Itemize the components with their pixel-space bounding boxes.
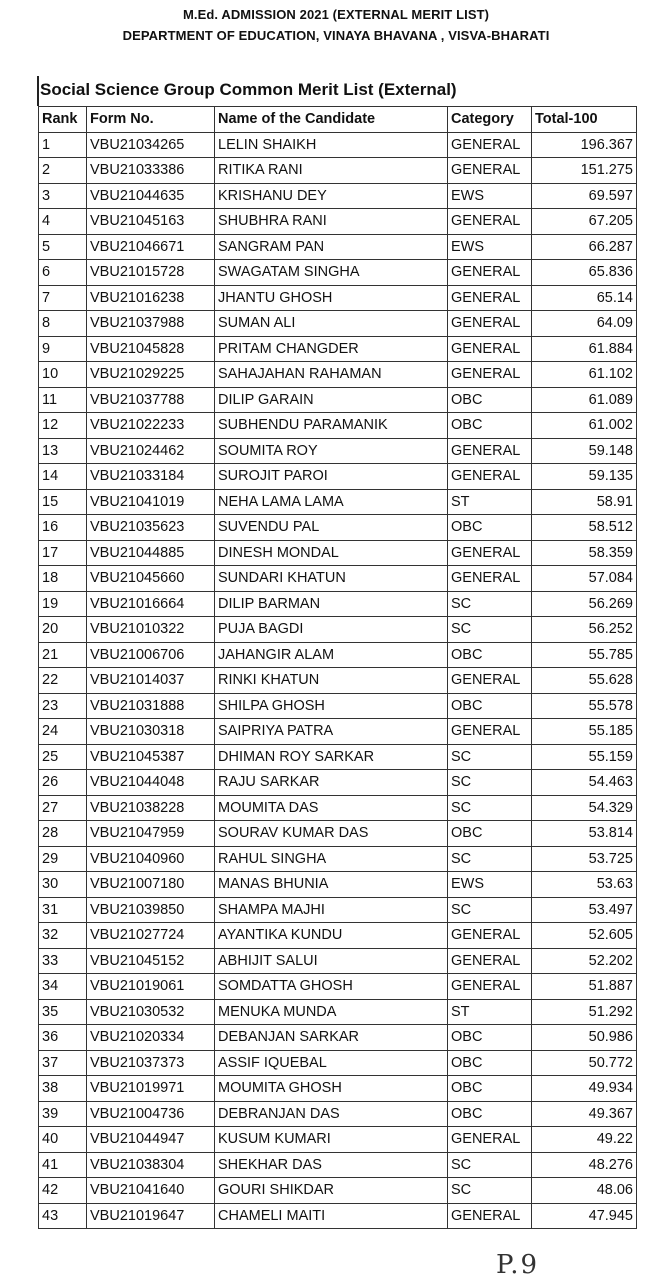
candidate-name-cell: JHANTU GHOSH bbox=[215, 285, 448, 311]
category-cell: SC bbox=[448, 617, 532, 643]
form-no-cell: VBU21038304 bbox=[87, 1152, 215, 1178]
candidate-name-cell: DILIP BARMAN bbox=[215, 591, 448, 617]
header-line-1: M.Ed. ADMISSION 2021 (EXTERNAL MERIT LIST) bbox=[182, 7, 490, 22]
total-cell: 55.578 bbox=[532, 693, 637, 719]
form-no-cell: VBU21022233 bbox=[87, 413, 215, 439]
list-title: Social Science Group Common Merit List (External) bbox=[40, 80, 457, 99]
rank-cell: 3 bbox=[39, 183, 87, 209]
total-cell: 53.497 bbox=[532, 897, 637, 923]
form-no-cell: VBU21031888 bbox=[87, 693, 215, 719]
column-header-total: Total-100 bbox=[532, 107, 637, 133]
form-no-cell: VBU21033184 bbox=[87, 464, 215, 490]
form-no-cell: VBU21041019 bbox=[87, 489, 215, 515]
table-row bbox=[39, 719, 637, 745]
table-row bbox=[39, 413, 637, 439]
table-row bbox=[39, 744, 637, 770]
total-cell: 53.725 bbox=[532, 846, 637, 872]
total-cell: 49.22 bbox=[532, 1127, 637, 1153]
table-row bbox=[39, 158, 637, 184]
category-cell: ST bbox=[448, 489, 532, 515]
form-no-cell: VBU21004736 bbox=[87, 1101, 215, 1127]
total-cell: 59.135 bbox=[532, 464, 637, 490]
table-header-row bbox=[39, 107, 637, 133]
form-no-cell: VBU21040960 bbox=[87, 846, 215, 872]
table-row bbox=[39, 948, 637, 974]
total-cell: 48.276 bbox=[532, 1152, 637, 1178]
candidate-name-cell: NEHA LAMA LAMA bbox=[215, 489, 448, 515]
form-no-cell: VBU21029225 bbox=[87, 362, 215, 388]
total-cell: 61.884 bbox=[532, 336, 637, 362]
total-cell: 52.202 bbox=[532, 948, 637, 974]
rank-cell: 27 bbox=[39, 795, 87, 821]
table-row bbox=[39, 770, 637, 796]
total-cell: 69.597 bbox=[532, 183, 637, 209]
rank-cell: 15 bbox=[39, 489, 87, 515]
category-cell: OBC bbox=[448, 693, 532, 719]
candidate-name-cell: SHEKHAR DAS bbox=[215, 1152, 448, 1178]
form-no-cell: VBU21037373 bbox=[87, 1050, 215, 1076]
table-row bbox=[39, 209, 637, 235]
table-row bbox=[39, 846, 637, 872]
total-cell: 61.002 bbox=[532, 413, 637, 439]
total-cell: 50.986 bbox=[532, 1025, 637, 1051]
total-cell: 55.628 bbox=[532, 668, 637, 694]
candidate-name-cell: RINKI KHATUN bbox=[215, 668, 448, 694]
form-no-cell: VBU21044947 bbox=[87, 1127, 215, 1153]
total-cell: 65.836 bbox=[532, 260, 637, 286]
rank-cell: 1 bbox=[39, 132, 87, 158]
candidate-name-cell: SUVENDU PAL bbox=[215, 515, 448, 541]
column-header-form-no: Form No. bbox=[87, 107, 215, 133]
total-cell: 50.772 bbox=[532, 1050, 637, 1076]
category-cell: GENERAL bbox=[448, 336, 532, 362]
total-cell: 65.14 bbox=[532, 285, 637, 311]
rank-cell: 30 bbox=[39, 872, 87, 898]
rank-cell: 39 bbox=[39, 1101, 87, 1127]
form-no-cell: VBU21041640 bbox=[87, 1178, 215, 1204]
table-row bbox=[39, 897, 637, 923]
total-cell: 58.359 bbox=[532, 540, 637, 566]
document-header bbox=[0, 4, 672, 46]
rank-cell: 12 bbox=[39, 413, 87, 439]
category-cell: GENERAL bbox=[448, 285, 532, 311]
rank-cell: 42 bbox=[39, 1178, 87, 1204]
category-cell: OBC bbox=[448, 821, 532, 847]
candidate-name-cell: SAHAJAHAN RAHAMAN bbox=[215, 362, 448, 388]
category-cell: GENERAL bbox=[448, 438, 532, 464]
rank-cell: 8 bbox=[39, 311, 87, 337]
total-cell: 48.06 bbox=[532, 1178, 637, 1204]
form-no-cell: VBU21016664 bbox=[87, 591, 215, 617]
table-row bbox=[39, 311, 637, 337]
form-no-cell: VBU21010322 bbox=[87, 617, 215, 643]
rank-cell: 40 bbox=[39, 1127, 87, 1153]
rank-cell: 10 bbox=[39, 362, 87, 388]
form-no-cell: VBU21034265 bbox=[87, 132, 215, 158]
form-no-cell: VBU21027724 bbox=[87, 923, 215, 949]
form-no-cell: VBU21024462 bbox=[87, 438, 215, 464]
form-no-cell: VBU21019061 bbox=[87, 974, 215, 1000]
total-cell: 61.102 bbox=[532, 362, 637, 388]
form-no-cell: VBU21045387 bbox=[87, 744, 215, 770]
table-row bbox=[39, 642, 637, 668]
form-no-cell: VBU21044048 bbox=[87, 770, 215, 796]
rank-cell: 19 bbox=[39, 591, 87, 617]
candidate-name-cell: MENUKA MUNDA bbox=[215, 999, 448, 1025]
total-cell: 56.269 bbox=[532, 591, 637, 617]
form-no-cell: VBU21019971 bbox=[87, 1076, 215, 1102]
rank-cell: 9 bbox=[39, 336, 87, 362]
category-cell: SC bbox=[448, 1178, 532, 1204]
form-no-cell: VBU21006706 bbox=[87, 642, 215, 668]
candidate-name-cell: RAHUL SINGHA bbox=[215, 846, 448, 872]
table-row bbox=[39, 1050, 637, 1076]
candidate-name-cell: KUSUM KUMARI bbox=[215, 1127, 448, 1153]
table-row bbox=[39, 464, 637, 490]
total-cell: 151.275 bbox=[532, 158, 637, 184]
table-row bbox=[39, 591, 637, 617]
category-cell: EWS bbox=[448, 183, 532, 209]
form-no-cell: VBU21030532 bbox=[87, 999, 215, 1025]
total-cell: 56.252 bbox=[532, 617, 637, 643]
category-cell: ST bbox=[448, 999, 532, 1025]
table-row bbox=[39, 132, 637, 158]
total-cell: 54.329 bbox=[532, 795, 637, 821]
table-row bbox=[39, 821, 637, 847]
merit-table bbox=[38, 106, 637, 1229]
candidate-name-cell: ASSIF IQUEBAL bbox=[215, 1050, 448, 1076]
rank-cell: 25 bbox=[39, 744, 87, 770]
candidate-name-cell: KRISHANU DEY bbox=[215, 183, 448, 209]
category-cell: GENERAL bbox=[448, 464, 532, 490]
category-cell: GENERAL bbox=[448, 260, 532, 286]
category-cell: SC bbox=[448, 744, 532, 770]
total-cell: 66.287 bbox=[532, 234, 637, 260]
form-no-cell: VBU21044885 bbox=[87, 540, 215, 566]
category-cell: GENERAL bbox=[448, 1203, 532, 1229]
form-no-cell: VBU21045163 bbox=[87, 209, 215, 235]
candidate-name-cell: DEBRANJAN DAS bbox=[215, 1101, 448, 1127]
header-line-2: DEPARTMENT OF EDUCATION, VINAYA BHAVANA , VISVA-BHARATI bbox=[122, 28, 550, 43]
candidate-name-cell: MOUMITA GHOSH bbox=[215, 1076, 448, 1102]
total-cell: 55.159 bbox=[532, 744, 637, 770]
total-cell: 55.185 bbox=[532, 719, 637, 745]
table-row bbox=[39, 1203, 637, 1229]
handwritten-page-number: P.9 bbox=[496, 1250, 540, 1280]
form-no-cell: VBU21045152 bbox=[87, 948, 215, 974]
total-cell: 52.605 bbox=[532, 923, 637, 949]
category-cell: SC bbox=[448, 770, 532, 796]
candidate-name-cell: GOURI SHIKDAR bbox=[215, 1178, 448, 1204]
category-cell: OBC bbox=[448, 413, 532, 439]
candidate-name-cell: SUMAN ALI bbox=[215, 311, 448, 337]
rank-cell: 11 bbox=[39, 387, 87, 413]
category-cell: GENERAL bbox=[448, 209, 532, 235]
candidate-name-cell: SHILPA GHOSH bbox=[215, 693, 448, 719]
candidate-name-cell: SANGRAM PAN bbox=[215, 234, 448, 260]
table-row bbox=[39, 923, 637, 949]
candidate-name-cell: DILIP GARAIN bbox=[215, 387, 448, 413]
candidate-name-cell: DHIMAN ROY SARKAR bbox=[215, 744, 448, 770]
table-row bbox=[39, 336, 637, 362]
total-cell: 51.887 bbox=[532, 974, 637, 1000]
form-no-cell: VBU21016238 bbox=[87, 285, 215, 311]
column-header-rank: Rank bbox=[39, 107, 87, 133]
table-row bbox=[39, 438, 637, 464]
candidate-name-cell: SAIPRIYA PATRA bbox=[215, 719, 448, 745]
candidate-name-cell: AYANTIKA KUNDU bbox=[215, 923, 448, 949]
form-no-cell: VBU21039850 bbox=[87, 897, 215, 923]
candidate-name-cell: SOURAV KUMAR DAS bbox=[215, 821, 448, 847]
total-cell: 54.463 bbox=[532, 770, 637, 796]
column-header-name: Name of the Candidate bbox=[215, 107, 448, 133]
rank-cell: 33 bbox=[39, 948, 87, 974]
rank-cell: 7 bbox=[39, 285, 87, 311]
total-cell: 67.205 bbox=[532, 209, 637, 235]
rank-cell: 17 bbox=[39, 540, 87, 566]
title-left-rule bbox=[37, 76, 39, 106]
total-cell: 47.945 bbox=[532, 1203, 637, 1229]
rank-cell: 18 bbox=[39, 566, 87, 592]
category-cell: GENERAL bbox=[448, 948, 532, 974]
form-no-cell: VBU21015728 bbox=[87, 260, 215, 286]
table-row bbox=[39, 693, 637, 719]
category-cell: SC bbox=[448, 1152, 532, 1178]
candidate-name-cell: SHAMPA MAJHI bbox=[215, 897, 448, 923]
candidate-name-cell: MOUMITA DAS bbox=[215, 795, 448, 821]
table-row bbox=[39, 285, 637, 311]
total-cell: 61.089 bbox=[532, 387, 637, 413]
table-row bbox=[39, 566, 637, 592]
form-no-cell: VBU21038228 bbox=[87, 795, 215, 821]
table-row bbox=[39, 183, 637, 209]
category-cell: SC bbox=[448, 897, 532, 923]
form-no-cell: VBU21047959 bbox=[87, 821, 215, 847]
category-cell: SC bbox=[448, 591, 532, 617]
table-row bbox=[39, 1076, 637, 1102]
rank-cell: 20 bbox=[39, 617, 87, 643]
rank-cell: 43 bbox=[39, 1203, 87, 1229]
table-row bbox=[39, 515, 637, 541]
category-cell: SC bbox=[448, 846, 532, 872]
table-row bbox=[39, 362, 637, 388]
total-cell: 55.785 bbox=[532, 642, 637, 668]
candidate-name-cell: LELIN SHAIKH bbox=[215, 132, 448, 158]
table-row bbox=[39, 668, 637, 694]
rank-cell: 34 bbox=[39, 974, 87, 1000]
form-no-cell: VBU21035623 bbox=[87, 515, 215, 541]
category-cell: OBC bbox=[448, 515, 532, 541]
rank-cell: 36 bbox=[39, 1025, 87, 1051]
category-cell: OBC bbox=[448, 1050, 532, 1076]
form-no-cell: VBU21044635 bbox=[87, 183, 215, 209]
candidate-name-cell: RAJU SARKAR bbox=[215, 770, 448, 796]
rank-cell: 41 bbox=[39, 1152, 87, 1178]
total-cell: 64.09 bbox=[532, 311, 637, 337]
rank-cell: 2 bbox=[39, 158, 87, 184]
total-cell: 51.292 bbox=[532, 999, 637, 1025]
rank-cell: 38 bbox=[39, 1076, 87, 1102]
rank-cell: 5 bbox=[39, 234, 87, 260]
rank-cell: 21 bbox=[39, 642, 87, 668]
total-cell: 196.367 bbox=[532, 132, 637, 158]
candidate-name-cell: PRITAM CHANGDER bbox=[215, 336, 448, 362]
category-cell: GENERAL bbox=[448, 1127, 532, 1153]
total-cell: 57.084 bbox=[532, 566, 637, 592]
category-cell: GENERAL bbox=[448, 923, 532, 949]
category-cell: GENERAL bbox=[448, 566, 532, 592]
rank-cell: 14 bbox=[39, 464, 87, 490]
candidate-name-cell: JAHANGIR ALAM bbox=[215, 642, 448, 668]
table-row bbox=[39, 1127, 637, 1153]
rank-cell: 31 bbox=[39, 897, 87, 923]
candidate-name-cell: DEBANJAN SARKAR bbox=[215, 1025, 448, 1051]
rank-cell: 28 bbox=[39, 821, 87, 847]
rank-cell: 37 bbox=[39, 1050, 87, 1076]
category-cell: GENERAL bbox=[448, 132, 532, 158]
candidate-name-cell: SWAGATAM SINGHA bbox=[215, 260, 448, 286]
form-no-cell: VBU21046671 bbox=[87, 234, 215, 260]
table-body bbox=[39, 132, 637, 1229]
table-row bbox=[39, 974, 637, 1000]
category-cell: SC bbox=[448, 795, 532, 821]
form-no-cell: VBU21037788 bbox=[87, 387, 215, 413]
rank-cell: 26 bbox=[39, 770, 87, 796]
category-cell: OBC bbox=[448, 387, 532, 413]
form-no-cell: VBU21007180 bbox=[87, 872, 215, 898]
category-cell: OBC bbox=[448, 1025, 532, 1051]
candidate-name-cell: SOMDATTA GHOSH bbox=[215, 974, 448, 1000]
rank-cell: 35 bbox=[39, 999, 87, 1025]
form-no-cell: VBU21045828 bbox=[87, 336, 215, 362]
table-row bbox=[39, 540, 637, 566]
total-cell: 58.512 bbox=[532, 515, 637, 541]
category-cell: GENERAL bbox=[448, 362, 532, 388]
candidate-name-cell: SUNDARI KHATUN bbox=[215, 566, 448, 592]
form-no-cell: VBU21033386 bbox=[87, 158, 215, 184]
category-cell: GENERAL bbox=[448, 540, 532, 566]
candidate-name-cell: RITIKA RANI bbox=[215, 158, 448, 184]
table-row bbox=[39, 872, 637, 898]
total-cell: 49.367 bbox=[532, 1101, 637, 1127]
candidate-name-cell: PUJA BAGDI bbox=[215, 617, 448, 643]
candidate-name-cell: SHUBHRA RANI bbox=[215, 209, 448, 235]
rank-cell: 16 bbox=[39, 515, 87, 541]
table-row bbox=[39, 234, 637, 260]
category-cell: OBC bbox=[448, 1076, 532, 1102]
rank-cell: 6 bbox=[39, 260, 87, 286]
table-row bbox=[39, 795, 637, 821]
form-no-cell: VBU21030318 bbox=[87, 719, 215, 745]
table-row bbox=[39, 1025, 637, 1051]
rank-cell: 29 bbox=[39, 846, 87, 872]
category-cell: EWS bbox=[448, 234, 532, 260]
total-cell: 49.934 bbox=[532, 1076, 637, 1102]
category-cell: GENERAL bbox=[448, 974, 532, 1000]
rank-cell: 24 bbox=[39, 719, 87, 745]
form-no-cell: VBU21020334 bbox=[87, 1025, 215, 1051]
category-cell: OBC bbox=[448, 1101, 532, 1127]
rank-cell: 23 bbox=[39, 693, 87, 719]
table-row bbox=[39, 1152, 637, 1178]
table-row bbox=[39, 260, 637, 286]
candidate-name-cell: SUBHENDU PARAMANIK bbox=[215, 413, 448, 439]
table-row bbox=[39, 617, 637, 643]
candidate-name-cell: CHAMELI MAITI bbox=[215, 1203, 448, 1229]
candidate-name-cell: DINESH MONDAL bbox=[215, 540, 448, 566]
total-cell: 53.814 bbox=[532, 821, 637, 847]
table-row bbox=[39, 1101, 637, 1127]
table-row bbox=[39, 999, 637, 1025]
candidate-name-cell: MANAS BHUNIA bbox=[215, 872, 448, 898]
category-cell: GENERAL bbox=[448, 311, 532, 337]
total-cell: 53.63 bbox=[532, 872, 637, 898]
rank-cell: 22 bbox=[39, 668, 87, 694]
form-no-cell: VBU21019647 bbox=[87, 1203, 215, 1229]
category-cell: EWS bbox=[448, 872, 532, 898]
total-cell: 59.148 bbox=[532, 438, 637, 464]
category-cell: OBC bbox=[448, 642, 532, 668]
form-no-cell: VBU21037988 bbox=[87, 311, 215, 337]
table-row bbox=[39, 387, 637, 413]
form-no-cell: VBU21014037 bbox=[87, 668, 215, 694]
category-cell: GENERAL bbox=[448, 719, 532, 745]
category-cell: GENERAL bbox=[448, 158, 532, 184]
total-cell: 58.91 bbox=[532, 489, 637, 515]
candidate-name-cell: ABHIJIT SALUI bbox=[215, 948, 448, 974]
table-row bbox=[39, 1178, 637, 1204]
candidate-name-cell: SUROJIT PAROI bbox=[215, 464, 448, 490]
form-no-cell: VBU21045660 bbox=[87, 566, 215, 592]
rank-cell: 4 bbox=[39, 209, 87, 235]
column-header-category: Category bbox=[448, 107, 532, 133]
rank-cell: 13 bbox=[39, 438, 87, 464]
category-cell: GENERAL bbox=[448, 668, 532, 694]
rank-cell: 32 bbox=[39, 923, 87, 949]
table-row bbox=[39, 489, 637, 515]
candidate-name-cell: SOUMITA ROY bbox=[215, 438, 448, 464]
